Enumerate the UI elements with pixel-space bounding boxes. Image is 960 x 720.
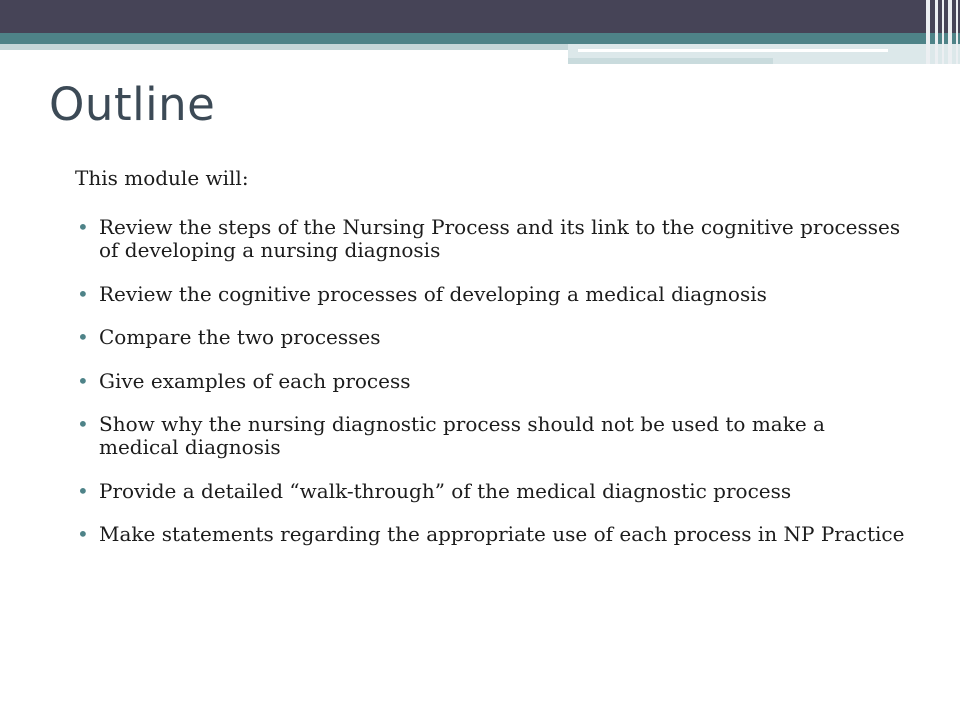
bullet-item <box>75 413 905 460</box>
bullet-text: Provide a detailed “walk-through” of the medical diagnostic process <box>99 478 792 503</box>
bullet-icon: • <box>77 368 89 393</box>
bullet-item <box>75 523 905 546</box>
header-corner-stripes <box>926 0 960 64</box>
slide-title: Outline <box>49 78 216 131</box>
bullet-icon: • <box>77 411 89 436</box>
bullet-text: Show why the nursing diagnostic process should not be used to make a medical diagnosis <box>99 411 825 460</box>
bullet-text: Review the steps of the Nursing Process and its link to the cognitive processes of developing a nursing diagnosis <box>99 215 901 263</box>
header-band-dark <box>0 0 960 33</box>
bullet-list <box>75 216 905 547</box>
bullet-item <box>75 326 905 349</box>
bullet-text: Give examples of each process <box>99 368 411 393</box>
intro-text: This module will: <box>75 166 249 190</box>
bullet-text: Review the cognitive processes of developing a medical diagnosis <box>99 281 767 306</box>
bullet-text: Make statements regarding the appropriate use of each process in NP Practice <box>99 522 905 547</box>
bullet-item <box>75 216 905 263</box>
bullet-icon: • <box>77 281 89 306</box>
header-band-light-lower <box>568 58 773 64</box>
bullet-item <box>75 480 905 503</box>
header-band-light-left <box>0 44 570 50</box>
bullet-item <box>75 283 905 306</box>
bullet-item <box>75 370 905 393</box>
bullet-text: Compare the two processes <box>99 325 381 350</box>
bullet-icon: • <box>77 478 89 503</box>
slide-body <box>75 166 905 567</box>
bullet-icon: • <box>77 522 89 547</box>
bullet-icon: • <box>77 325 89 350</box>
bullet-icon: • <box>77 215 89 239</box>
header-highlight-line <box>578 49 888 52</box>
header-band-accent <box>0 33 960 44</box>
